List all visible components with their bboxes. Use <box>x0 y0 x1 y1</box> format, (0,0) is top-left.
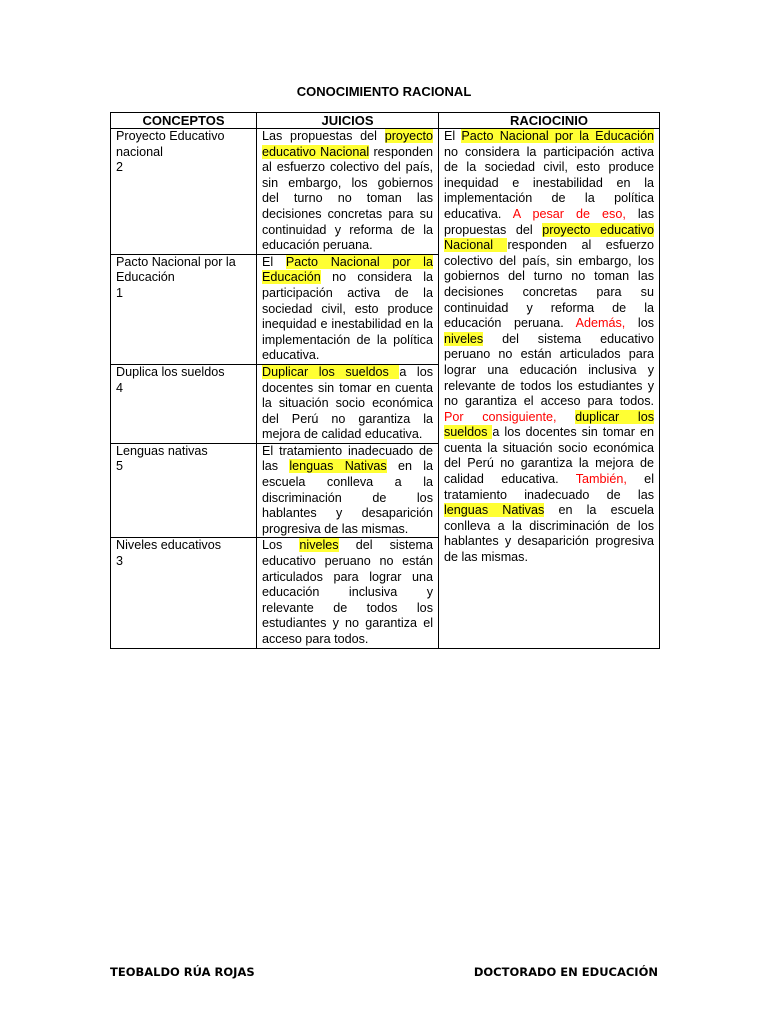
juicio-cell <box>257 443 439 538</box>
header-row <box>111 113 660 129</box>
highlighted-text: proyecto educativo Nacional <box>444 222 654 253</box>
text-segment: El <box>262 254 286 269</box>
table-body <box>111 129 660 649</box>
highlighted-text: proyecto educativo Nacional <box>262 129 433 159</box>
highlighted-text: niveles <box>444 331 484 346</box>
page-title: CONOCIMIENTO RACIONAL <box>296 84 472 99</box>
highlighted-text: Pacto Nacional por la Educación <box>461 129 654 143</box>
text-segment: Los <box>262 538 300 553</box>
concepto-cell <box>111 129 257 255</box>
table-row <box>111 129 660 255</box>
text-segment <box>556 410 575 424</box>
text-segment: El <box>444 129 462 143</box>
text-segment: a los docentes sin tomar en cuenta la situación socio económica del Perú no garantiza la mejora de calidad educativa. <box>444 425 654 487</box>
text-segment: responden al esfuerzo colectivo del país, sin embargo, los gobiernos del turno no toman las decisiones concretas para su continuidad y reforma de la educación peruana. <box>262 144 433 253</box>
concepto-number: 1 <box>116 285 124 300</box>
juicio-cell <box>257 129 439 255</box>
knowledge-table <box>110 112 660 649</box>
juicio-cell <box>257 364 439 443</box>
text-segment: El tratamiento inadecuado de las <box>262 443 433 474</box>
concepto-number: 4 <box>116 380 124 395</box>
text-segment: del sistema educativo peruano no están articulados para lograr una educación inclusiva y relevante de todos los estudiantes y no garantiza el acceso para todos. <box>262 538 433 646</box>
concepto-cell <box>111 364 257 443</box>
concepto-number: 3 <box>116 554 124 569</box>
text-segment: Las propuestas del <box>262 129 385 143</box>
concepto-number: 5 <box>116 459 124 474</box>
concepto-label: Proyecto Educativo nacional <box>116 129 225 159</box>
connector-text: Por consiguiente, <box>444 409 557 424</box>
concepto-label: Duplica los sueldos <box>116 364 225 379</box>
highlighted-text: Pacto Nacional por la Educación <box>262 254 433 285</box>
author-name: TEOBALDO RÚA ROJAS <box>110 965 255 979</box>
text-segment: no considera la participación activa de la sociedad civil, esto produce inequidad e inestabilidad en la implementación de la política educativa. <box>262 270 433 363</box>
highlighted-text: lenguas Nativas <box>289 459 387 474</box>
concepto-label: Lenguas nativas <box>116 443 208 458</box>
text-segment: en la escuela conlleva a la discriminación de los hablantes y desaparición progresiva de las mismas. <box>444 503 654 565</box>
connector-text: Además, <box>575 316 626 331</box>
text-segment: en la escuela conlleva a la discriminación de los hablantes y desaparición progresiva de las mismas. <box>262 459 433 536</box>
text-segment: a los docentes sin tomar en cuenta la situación socio económica del Perú no garantiza la mejora de calidad educativa. <box>262 364 433 442</box>
header-raciocinio: RACIOCINIO <box>439 113 660 129</box>
juicio-cell <box>257 254 439 364</box>
text-segment: el tratamiento inadecuado de las <box>444 472 654 502</box>
concepto-number: 2 <box>116 160 124 175</box>
text-segment: los <box>625 316 654 331</box>
concepto-cell <box>111 538 257 648</box>
concepto-label: Niveles educativos <box>116 538 221 553</box>
concepto-label: Pacto Nacional por la Educación <box>116 254 236 285</box>
header-conceptos: CONCEPTOS <box>111 113 257 129</box>
concepto-cell <box>111 443 257 538</box>
connector-text: También, <box>575 472 627 487</box>
highlighted-text: lenguas Nativas <box>444 503 545 518</box>
text-segment: del sistema educativo peruano no están articulados para lograr una educación inclusiva y relevante de todos los estudiantes y no garantiza el acceso para todos. <box>444 331 654 409</box>
text-segment: las propuestas del <box>444 206 654 237</box>
highlighted-text: Duplicar los sueldos <box>262 364 400 379</box>
text-segment: responden al esfuerzo colectivo del país, sin embargo, los gobiernos del turno no toman las decisiones concretas para su continuidad y reforma de la educación peruana. <box>444 238 654 331</box>
header-juicios: JUICIOS <box>257 113 439 129</box>
program-name: DOCTORADO EN EDUCACIÓN <box>473 965 658 979</box>
text-segment: no considera la participación activa de la sociedad civil, esto produce inequidad e inestabilidad en la implementación de la política educativa. <box>444 144 654 221</box>
highlighted-text: duplicar los sueldos <box>444 409 654 440</box>
connector-text: A pesar de eso, <box>512 206 626 221</box>
highlighted-text: niveles <box>299 538 339 553</box>
juicio-cell <box>257 538 439 648</box>
raciocinio-cell <box>439 129 660 649</box>
concepto-cell <box>111 254 257 364</box>
